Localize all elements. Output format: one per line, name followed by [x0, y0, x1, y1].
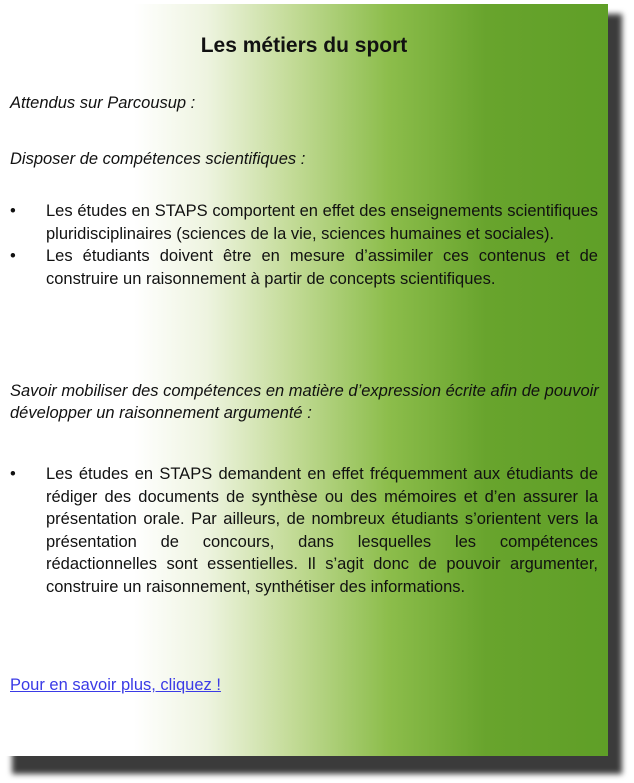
bullet-icon: •	[10, 465, 16, 483]
list-item	[10, 200, 598, 245]
list-item-text: Les étudiants doivent être en mesure d’assimiler ces contenus et de construire un raisonnement à partir de concepts scientifiques.	[46, 247, 598, 288]
section1-list	[10, 200, 598, 290]
section2-list	[10, 463, 598, 598]
bullet-icon: •	[10, 202, 16, 220]
card-title: Les métiers du sport	[200, 34, 408, 57]
bullet-icon: •	[10, 247, 16, 265]
section2-heading: Savoir mobiliser des compétences en matière d’expression écrite afin de pouvoir développer un raisonnement argumenté :	[10, 382, 599, 422]
section1-heading: Disposer de compétences scientifiques :	[10, 150, 306, 168]
more-info-link[interactable]: Pour en savoir plus, cliquez !	[10, 676, 221, 694]
info-card	[0, 4, 608, 756]
list-item	[10, 463, 598, 598]
list-item-text: Les études en STAPS demandent en effet fréquemment aux étudiants de rédiger des documents de synthèse ou des mémoires et d’en assurer la présentation orale. Par ailleurs, de nombreux étudiants s’orientent vers la présentation de concours, dans lesquelles les compétences rédactionnelles sont essentielles. Il s’agit donc de pouvoir argumenter, construire un raisonnement, synthétiser des informations.	[46, 465, 598, 596]
list-item-text: Les études en STAPS comportent en effet des enseignements scientifiques pluridisciplinaires (sciences de la vie, sciences humaines et sociales).	[46, 202, 598, 243]
intro-text: Attendus sur Parcousup :	[10, 94, 196, 112]
list-item	[10, 245, 598, 290]
